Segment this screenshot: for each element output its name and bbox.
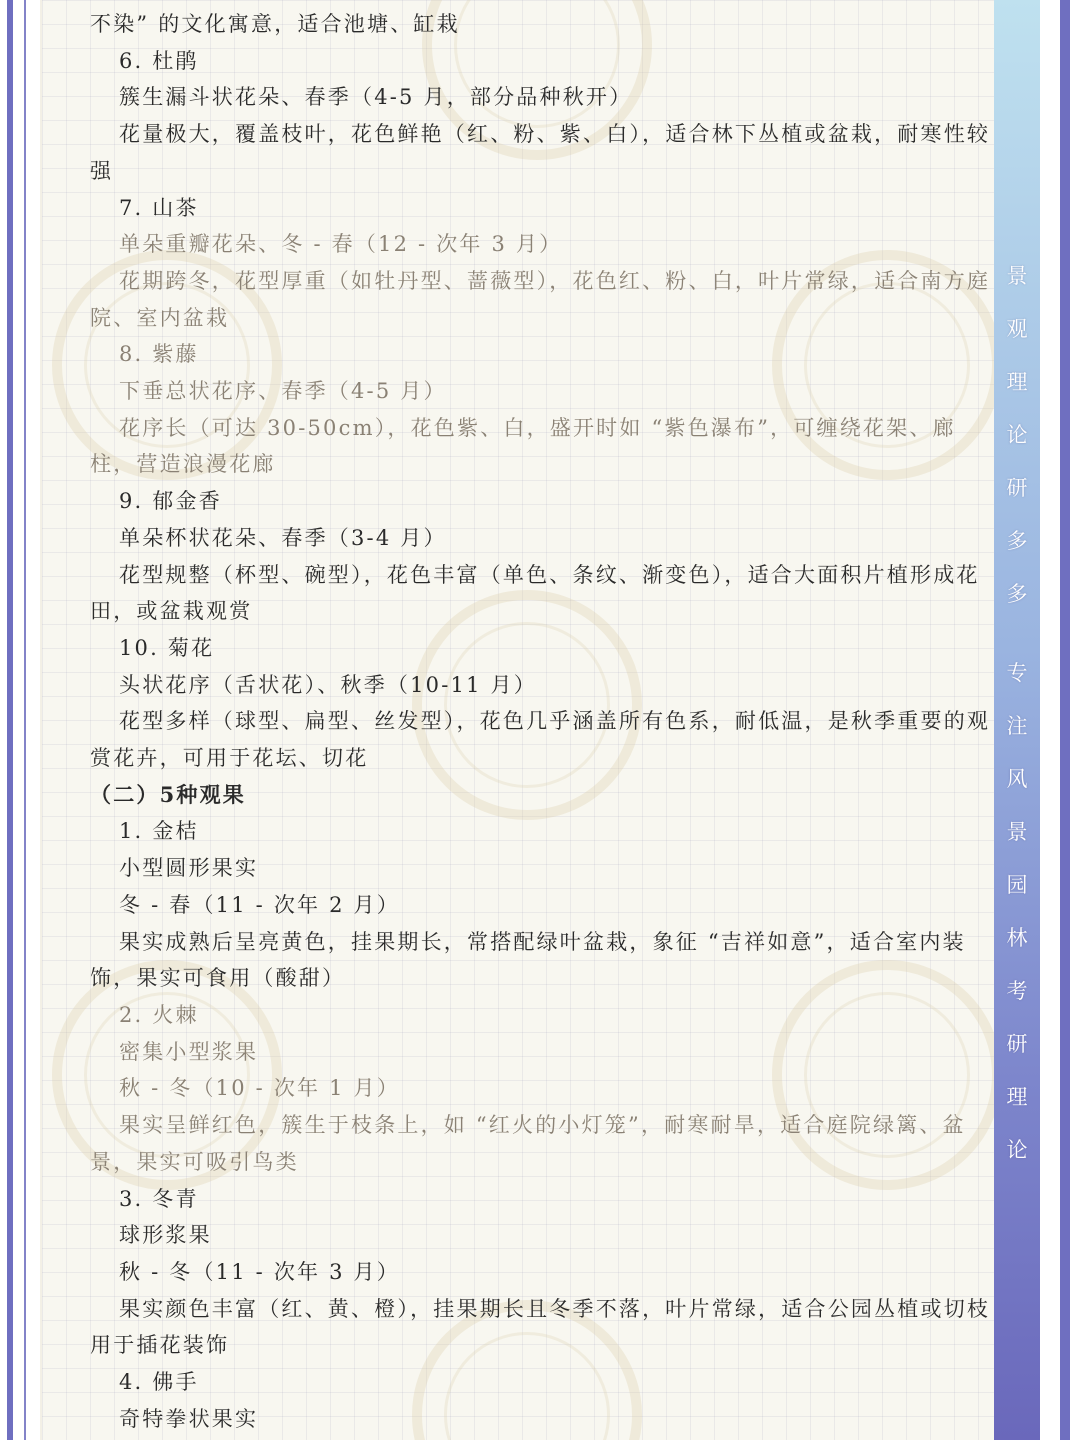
item-form-season: 单朵杯状花朵、春季（3-4 月） xyxy=(119,525,447,550)
item-heading-jinju: 1. 金桔 xyxy=(119,819,199,844)
item-description: 花型多样（球型、扁型、丝发型），花色几乎涵盖所有色系，耐低温，是秋季重要的观赏花卉，可用于花坛、切花 xyxy=(90,709,991,771)
title-char: 景 xyxy=(1006,820,1028,844)
item-heading-yujinxiang: 9. 郁金香 xyxy=(119,489,222,514)
item-heading-juhua: 10. 菊花 xyxy=(119,635,215,660)
title-char: 考 xyxy=(1006,979,1028,1003)
item-season: 冬 - 春（11 - 次年 2 月） xyxy=(119,892,400,917)
item-season: 秋 - 冬（10 - 次年 1 月） xyxy=(119,1076,400,1101)
title-char: 研 xyxy=(1006,1032,1028,1056)
item-description: 果实呈鲜红色，簇生于枝条上，如 “红火的小灯笼”，耐寒耐旱，适合庭院绿篱、盆景，果实可吸引鸟类 xyxy=(90,1113,966,1174)
item-form: 奇特拳状果实 xyxy=(119,1406,259,1431)
title-char: 理 xyxy=(1006,1085,1028,1109)
left-border-line xyxy=(24,0,26,1440)
title-char: 研 xyxy=(1006,476,1028,500)
title-char: 理 xyxy=(1006,370,1028,394)
title-char: 风 xyxy=(1006,767,1028,791)
title-char: 多 xyxy=(1006,529,1028,553)
title-char: 多 xyxy=(1006,582,1028,606)
item-heading-dujuan: 6. 杜鹃 xyxy=(119,48,199,73)
title-char: 注 xyxy=(1006,714,1028,738)
section-heading: （二）5种观果 xyxy=(90,781,247,807)
left-border xyxy=(0,0,40,1440)
title-char: 论 xyxy=(1006,1138,1028,1162)
title-char: 园 xyxy=(1006,873,1028,897)
item-season: 秋 - 冬（11 - 次年 3 月） xyxy=(119,1259,400,1284)
item-heading-dongqing: 3. 冬青 xyxy=(119,1186,199,1211)
left-border-bar xyxy=(7,0,13,1440)
item-description: 花序长（可达 30-50cm），花色紫、白，盛开时如 “紫色瀑布”，可缠绕花架、廊柱，营造浪漫花廊 xyxy=(90,415,956,477)
item-heading-foshou: 4. 佛手 xyxy=(119,1370,199,1395)
item-description: 花期跨冬，花型厚重（如牡丹型、蔷薇型），花色红、粉、白，叶片常绿，适合南方庭院、室内盆栽 xyxy=(90,268,991,330)
title-char: 论 xyxy=(1006,423,1028,447)
title-char: 景 xyxy=(1006,264,1028,288)
item-description: 果实成熟后呈亮黄色，挂果期长，常搭配绿叶盆栽，象征 “吉祥如意”，适合室内装饰，果实可食用（酸甜） xyxy=(90,929,966,991)
right-border xyxy=(1040,0,1080,1440)
vertical-title xyxy=(994,250,1040,1177)
text-line: 不染” 的文化寓意，适合池塘、缸栽 xyxy=(90,12,460,36)
item-description: 果实颜色丰富（红、黄、橙），挂果期长且冬季不落，叶片常绿，适合公园丛植或切枝用于插花装饰 xyxy=(90,1296,991,1358)
item-heading-huoji: 2. 火棘 xyxy=(119,1002,199,1027)
title-char: 专 xyxy=(1006,661,1028,685)
right-border-bar xyxy=(1060,0,1070,1440)
item-description: 花型规整（杯型、碗型），花色丰富（单色、条纹、渐变色），适合大面积片植形成花田，或盆栽观赏 xyxy=(90,562,980,624)
item-heading-ziteng: 8. 紫藤 xyxy=(119,342,199,367)
title-char: 林 xyxy=(1006,926,1028,950)
item-form-season: 头状花序（舌状花）、秋季（10-11 月） xyxy=(119,672,537,697)
item-form-season: 下垂总状花序、春季（4-5 月） xyxy=(119,379,447,404)
vertical-title-bar xyxy=(994,0,1040,1440)
document-content xyxy=(42,0,994,1437)
item-form-season: 单朵重瓣花朵、冬 - 春（12 - 次年 3 月） xyxy=(119,232,563,257)
item-description: 花量极大，覆盖枝叶，花色鲜艳（红、粉、紫、白），适合林下丛植或盆栽，耐寒性较强 xyxy=(90,122,991,183)
item-form-season: 簇生漏斗状花朵、春季（4-5 月，部分品种秋开） xyxy=(119,85,633,110)
item-form: 密集小型浆果 xyxy=(119,1039,259,1064)
title-char: 观 xyxy=(1006,317,1028,341)
grid-paper xyxy=(42,0,994,1440)
item-form: 球形浆果 xyxy=(119,1223,212,1248)
item-form: 小型圆形果实 xyxy=(119,856,259,881)
item-heading-shancha: 7. 山茶 xyxy=(119,195,199,220)
